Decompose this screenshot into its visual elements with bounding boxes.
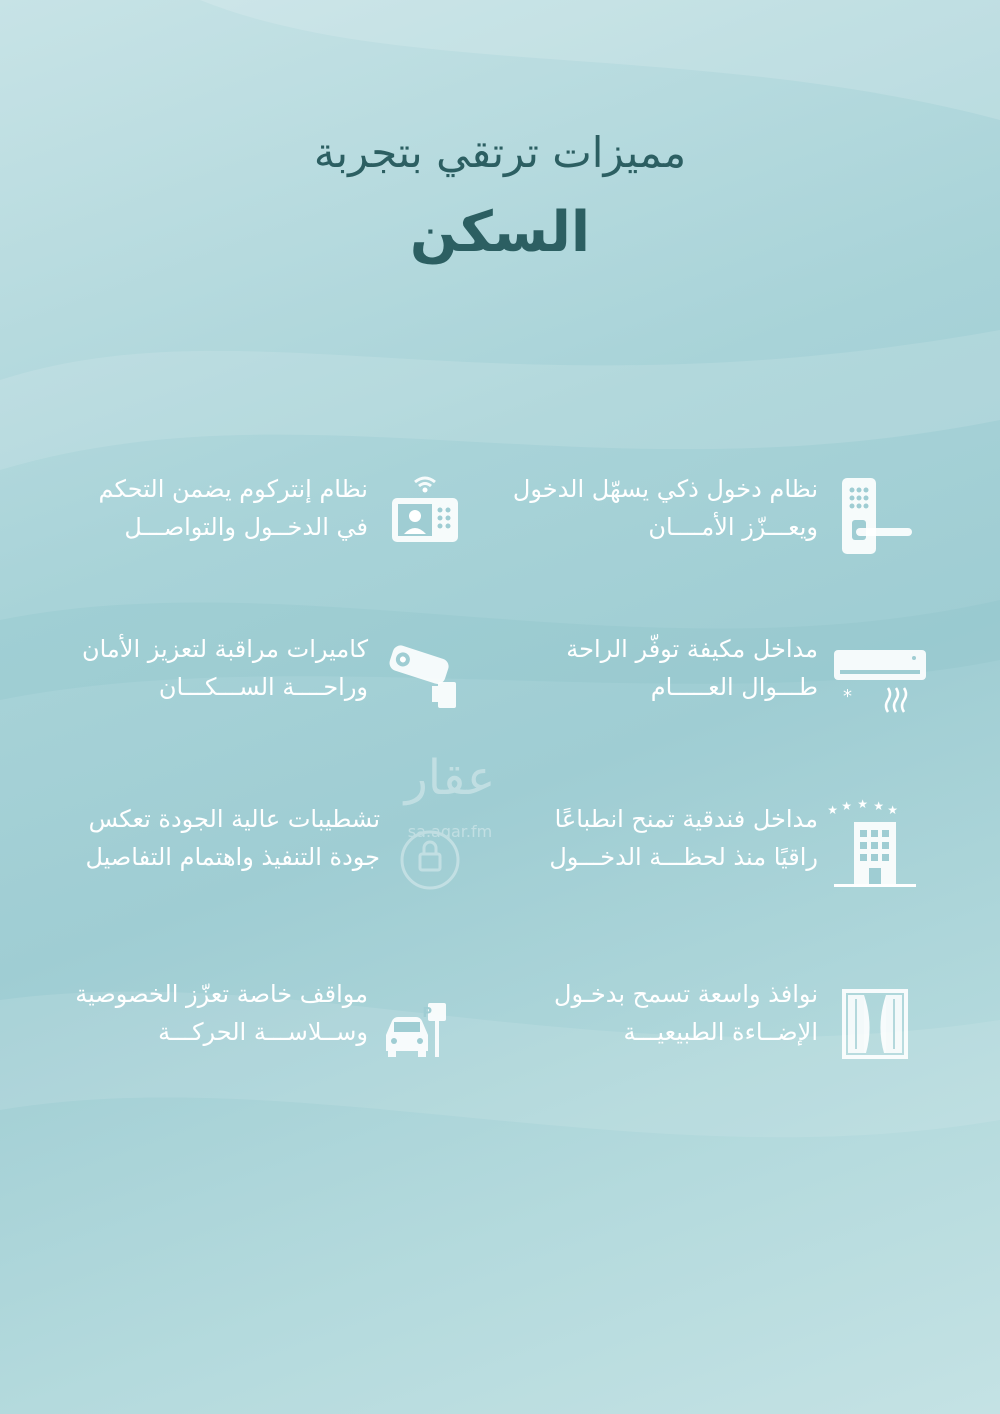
security-camera-icon	[380, 630, 470, 720]
page-subtitle: السكن	[409, 200, 591, 265]
page-title: مميزات ترتقي بتجربة	[313, 128, 687, 177]
svg-text:★: ★	[887, 803, 898, 817]
feature-air-conditioning	[480, 630, 920, 740]
svg-text:*: *	[843, 686, 852, 707]
intercom-icon	[380, 470, 470, 560]
feature-text: تشطيبات عالية الجودة تعكس جودة التنفيذ واهتمام التفاصيل	[85, 805, 380, 871]
air-conditioner-icon	[830, 630, 930, 720]
feature-security-cameras	[30, 630, 470, 740]
svg-text:★: ★	[841, 799, 852, 813]
feature-text: مداخل فندقية تمنح انطباعًا راقيًا منذ لحظـــة الدخـــول	[549, 805, 818, 871]
parking-car-icon	[380, 975, 470, 1065]
feature-text: مداخل مكيفة توفّر الراحة طـــوال العـــــام	[566, 635, 818, 701]
feature-text: مواقف خاصة تعزّز الخصوصية وســلاســـة الحركـــة	[75, 980, 368, 1046]
window-icon	[830, 975, 920, 1065]
feature-smart-lock	[480, 470, 920, 580]
svg-text:★: ★	[827, 803, 838, 817]
feature-text: كاميرات مراقبة لتعزيز الأمان وراحــــة الســـكـــان	[81, 635, 368, 701]
feature-windows	[480, 975, 920, 1085]
smart-lock-icon	[830, 470, 920, 560]
feature-hotel-entrances	[480, 797, 920, 910]
feature-parking	[30, 975, 470, 1085]
feature-text: نوافذ واسعة تسمح بدخـول الإضــاءة الطبيعيـــة	[554, 980, 818, 1046]
feature-intercom	[30, 470, 470, 580]
svg-text:P: P	[422, 1006, 432, 1021]
svg-text:★: ★	[873, 799, 884, 813]
hotel-building-icon	[827, 797, 920, 890]
svg-text:★: ★	[857, 797, 868, 811]
watermark-logo: عقار sa.aqar.fm	[380, 750, 520, 900]
feature-text: نظام إنتركوم يضمن التحكم في الدخــول والتواصـــل	[98, 475, 368, 541]
feature-text: نظام دخول ذكي يسهّل الدخول ويعـــزّز الأمــــان	[512, 475, 818, 541]
